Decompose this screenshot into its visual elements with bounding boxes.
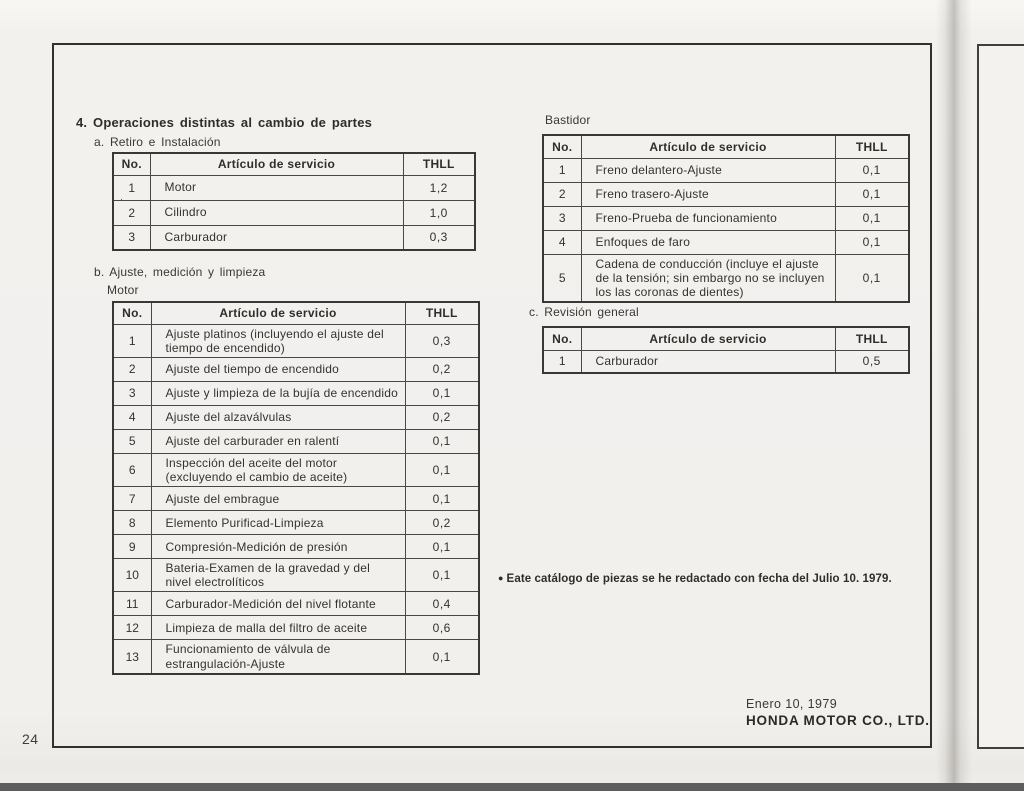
cell-item: Ajuste del tiempo de encendido	[151, 357, 405, 381]
cell-thll: 0,1	[835, 206, 909, 230]
cell-no: 10	[113, 559, 151, 592]
cell-item: Funcionamiento de válvula de estrangulación-Ajuste	[151, 640, 405, 674]
col-header-thll: THLL	[405, 302, 479, 324]
table-row	[113, 453, 479, 486]
cell-item: Inspección del aceite del motor (excluyendo el cambio de aceite)	[151, 453, 405, 486]
col-header-thll: THLL	[835, 327, 909, 350]
cell-item: Freno delantero-Ajuste	[581, 158, 835, 182]
cell-item: Ajuste del alzaválvulas	[151, 405, 405, 429]
cell-no: 5	[113, 429, 151, 453]
cell-thll: 0,2	[405, 357, 479, 381]
cell-thll: 0,1	[835, 230, 909, 254]
table-header-row	[543, 327, 909, 350]
cell-thll: 0,1	[405, 429, 479, 453]
bullet-icon: ●	[498, 573, 504, 583]
table-row	[113, 487, 479, 511]
cell-thll: 0,3	[405, 324, 479, 357]
cell-no: 6	[113, 453, 151, 486]
cell-no: 1	[113, 175, 150, 200]
table-row	[113, 429, 479, 453]
table-row	[113, 535, 479, 559]
cell-no: 8	[113, 511, 151, 535]
cell-thll: 0,1	[405, 640, 479, 674]
cell-no: 3	[543, 206, 581, 230]
cell-item: Ajuste del carburader en ralentí	[151, 429, 405, 453]
table-row	[113, 175, 475, 200]
col-header-item: Artículo de servicio	[581, 327, 835, 350]
subsection-a-label: a. Retiro e Instalación	[94, 135, 221, 149]
cell-thll: 0,3	[403, 225, 475, 250]
cell-item: Ajuste del embrague	[151, 487, 405, 511]
table-row	[113, 381, 479, 405]
table-row	[113, 616, 479, 640]
bastidor-table	[542, 134, 910, 303]
cell-thll: 0,1	[835, 158, 909, 182]
book-gutter-shadow	[936, 0, 972, 791]
cell-thll: 0,1	[405, 535, 479, 559]
cell-thll: 0,2	[405, 511, 479, 535]
footer-date: Enero 10, 1979	[746, 697, 838, 711]
col-header-item: Artículo de servicio	[151, 302, 405, 324]
cell-no: 12	[113, 616, 151, 640]
cell-no: 5	[543, 254, 581, 302]
table-row	[113, 200, 475, 225]
cell-item: Motor	[150, 175, 403, 200]
scan-bottom-edge	[0, 783, 1024, 791]
cell-item: Enfoques de faro	[581, 230, 835, 254]
cell-no: 1	[543, 158, 581, 182]
cell-item: Freno-Prueba de funcionamiento	[581, 206, 835, 230]
bastidor-group-label: Bastidor	[545, 113, 591, 127]
retiro-table	[112, 152, 476, 251]
section-title: 4. Operaciones distintas al cambio de partes	[76, 115, 373, 130]
cell-no: 11	[113, 592, 151, 616]
cell-thll: 1,0	[403, 200, 475, 225]
table-row	[113, 225, 475, 250]
col-header-thll: THLL	[835, 135, 909, 158]
stray-dot-mark: ·	[120, 193, 123, 204]
cell-thll: 0,1	[405, 381, 479, 405]
cell-thll: 0,5	[835, 350, 909, 373]
note-text: Eate catálogo de piezas se he redactado con fecha del Julio 10. 1979.	[506, 573, 892, 585]
table-row	[543, 158, 909, 182]
col-header-no: No.	[543, 327, 581, 350]
cell-thll: 0,6	[405, 616, 479, 640]
cell-no-value: 2	[128, 205, 136, 220]
cell-no: 1	[543, 350, 581, 373]
cell-thll: 0,1	[405, 453, 479, 486]
cell-thll: 0,1	[405, 487, 479, 511]
col-header-no: No.	[113, 153, 150, 175]
col-header-thll: THLL	[403, 153, 475, 175]
revision-table	[542, 326, 910, 374]
cell-no: 4	[113, 405, 151, 429]
cell-thll: 0,1	[835, 182, 909, 206]
motor-group-label: Motor	[107, 283, 139, 297]
table-row	[113, 324, 479, 357]
page-footer	[746, 697, 930, 728]
cell-no: 13	[113, 640, 151, 674]
cell-item: Cilindro	[150, 200, 403, 225]
cell-no: 7	[113, 487, 151, 511]
table-row	[113, 357, 479, 381]
table-row	[113, 640, 479, 674]
cell-thll: 0,4	[405, 592, 479, 616]
cell-thll: 1,2	[403, 175, 475, 200]
cell-no: 2	[113, 357, 151, 381]
page-border-box	[52, 43, 932, 748]
table-row	[113, 592, 479, 616]
cell-item: Carburador	[150, 225, 403, 250]
next-page-edge	[977, 44, 1024, 749]
cell-item: Limpieza de malla del filtro de aceite	[151, 616, 405, 640]
table-header-row	[113, 153, 475, 175]
cell-item: Carburador	[581, 350, 835, 373]
motor-table	[112, 301, 480, 675]
cell-no: 1	[113, 324, 151, 357]
cell-item: Bateria-Examen de la gravedad y del nivel electrolíticos	[151, 559, 405, 592]
cell-no: 3	[113, 225, 150, 250]
table-header-row	[113, 302, 479, 324]
table-row	[543, 350, 909, 373]
cell-no: 2	[543, 182, 581, 206]
subsection-b-label: b. Ajuste, medición y limpieza	[94, 265, 266, 279]
table-row	[113, 559, 479, 592]
cell-no: 9	[113, 535, 151, 559]
table-row	[543, 230, 909, 254]
col-header-no: No.	[113, 302, 151, 324]
table-row	[543, 254, 909, 302]
col-header-item: Artículo de servicio	[150, 153, 403, 175]
cell-item: Compresión-Medición de presión	[151, 535, 405, 559]
cell-item: Cadena de conducción (incluye el ajuste de la tensión; sin embargo no se incluyen los las coronas de dientes)	[581, 254, 835, 302]
cell-item: Ajuste platinos (incluyendo el ajuste del tiempo de encendido)	[151, 324, 405, 357]
col-header-no: No.	[543, 135, 581, 158]
cell-thll: 0,1	[835, 254, 909, 302]
table-row	[113, 511, 479, 535]
cell-thll: 0,2	[405, 405, 479, 429]
cell-item: Carburador-Medición del nivel flotante	[151, 592, 405, 616]
catalog-date-note	[498, 573, 938, 585]
table-row	[113, 405, 479, 429]
table-row	[543, 182, 909, 206]
footer-company: HONDA MOTOR CO., LTD.	[746, 713, 930, 728]
cell-item: Ajuste y limpieza de la bujía de encendido	[151, 381, 405, 405]
cell-no: 4	[543, 230, 581, 254]
page-number: 24	[22, 731, 39, 747]
table-row	[543, 206, 909, 230]
cell-item: Freno trasero-Ajuste	[581, 182, 835, 206]
table-header-row	[543, 135, 909, 158]
col-header-item: Artículo de servicio	[581, 135, 835, 158]
cell-no: 3	[113, 381, 151, 405]
cell-item: Elemento Purificad-Limpieza	[151, 511, 405, 535]
cell-no	[113, 193, 150, 225]
cell-thll: 0,1	[405, 559, 479, 592]
subsection-c-label: c. Revisión general	[529, 305, 639, 319]
